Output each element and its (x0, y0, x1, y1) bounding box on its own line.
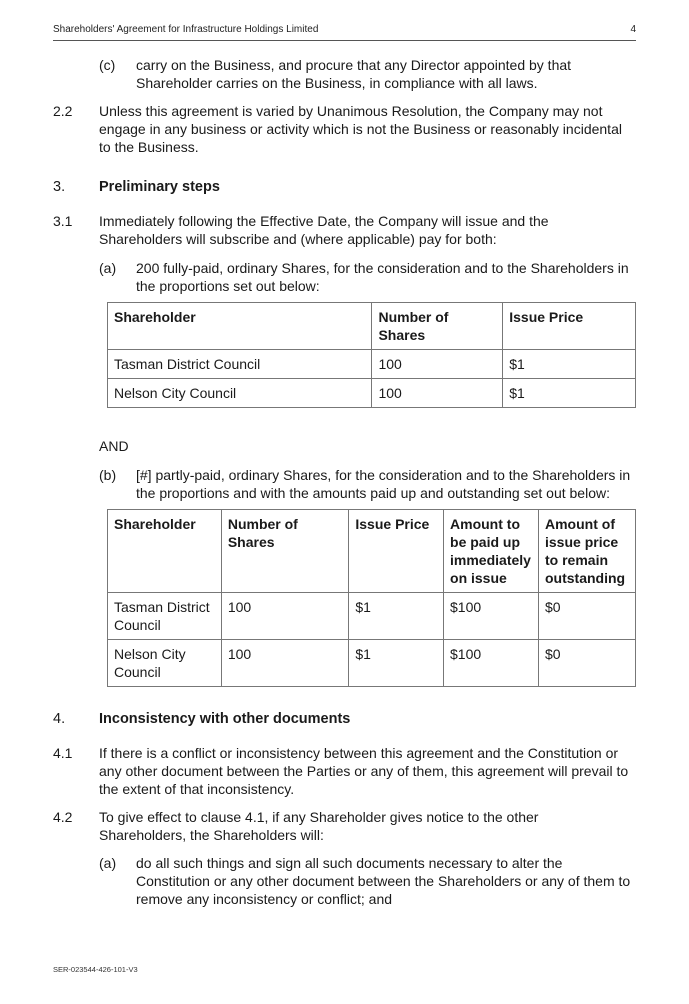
clause-3-1-b-text (136, 466, 630, 502)
clause-4-2-a-text (136, 854, 630, 908)
clause-number: (c) (99, 57, 116, 73)
partly-paid-shares-table (107, 509, 636, 687)
text-line: [#] partly-paid, ordinary Shares, for the consideration and to the Shareholders in (136, 467, 631, 483)
table-header-row (108, 303, 636, 350)
document-title: Shareholders' Agreement for Infrastructure Holdings Limited (53, 24, 319, 35)
table-cell: $1 (503, 379, 636, 408)
table-cell: $100 (444, 640, 539, 687)
text-line: Shareholders, the Shareholders will: (99, 827, 324, 843)
table-row (108, 640, 636, 687)
text-line: Immediately following the Effective Date, the Company will issue and the (99, 213, 549, 229)
table-row (108, 379, 636, 408)
section-heading: Preliminary steps (99, 179, 220, 195)
page-number: 4 (630, 24, 636, 35)
text-line: remove any inconsistency or conflict; and (136, 891, 393, 907)
column-header: Issue Price (503, 303, 636, 350)
fully-paid-shares-table (107, 302, 636, 408)
section-number: 3. (53, 179, 66, 195)
clause-4-1-text (99, 744, 628, 798)
table-cell: Nelson City Council (108, 640, 222, 687)
text-line: the proportions and with the amounts paid up and outstanding set out below: (136, 485, 610, 501)
column-header: Shareholder (108, 510, 222, 593)
column-header: Number of Shares (372, 303, 503, 350)
text-line: If there is a conflict or inconsistency between this agreement and the Constitution or (99, 745, 619, 761)
table-cell: $100 (444, 593, 539, 640)
clause-number: 4.2 (53, 809, 73, 825)
table-cell: $1 (349, 593, 444, 640)
section-heading: Inconsistency with other documents (99, 711, 351, 727)
column-header: Shareholder (108, 303, 372, 350)
table-cell: Nelson City Council (108, 379, 372, 408)
text-line: do all such things and sign all such documents necessary to alter the (136, 855, 563, 871)
table-cell: 100 (372, 379, 503, 408)
table-row (108, 350, 636, 379)
table-cell: 100 (372, 350, 503, 379)
column-header: Amount of issue price to remain outstanding (539, 510, 636, 593)
text-line: Unless this agreement is varied by Unanimous Resolution, the Company may not (99, 103, 603, 119)
text-line: 200 fully-paid, ordinary Shares, for the consideration and to the Shareholders in (136, 260, 629, 276)
text-line: engage in any business or activity which is not the Business or reasonably incidental (99, 121, 622, 137)
text-line: to the Business. (99, 139, 199, 155)
document-reference: SER-023544-426-101-V3 (53, 965, 138, 974)
column-header: Issue Price (349, 510, 444, 593)
text-line: the proportions set out below: (136, 278, 320, 294)
text-line: Shareholders will subscribe and (where applicable) pay for both: (99, 231, 497, 247)
clause-number: 3.1 (53, 213, 73, 229)
clause-number: (b) (99, 467, 117, 483)
column-header: Amount to be paid up immediately on issue (444, 510, 539, 593)
clause-2-2-text (99, 102, 622, 156)
text-line: To give effect to clause 4.1, if any Shareholder gives notice to the other (99, 809, 539, 825)
table-header-row (108, 510, 636, 593)
clause-3-1-text (99, 212, 549, 248)
table-cell: $1 (503, 350, 636, 379)
table-cell: 100 (221, 593, 349, 640)
clause-3-1-a-text (136, 259, 629, 295)
clause-number: 4.1 (53, 745, 73, 761)
table-cell: Tasman District Council (108, 593, 222, 640)
table-row (108, 593, 636, 640)
clause-2-1-c-text (136, 56, 571, 92)
page-header (53, 22, 636, 41)
and-conjunction: AND (99, 438, 129, 454)
text-line: Constitution or any other document between the Shareholders or any of them to (136, 873, 631, 889)
clause-4-2-text (99, 808, 538, 844)
text-line: any other document between the Parties or any of them, this agreement will prevail to (99, 763, 629, 779)
text-line: Shareholder carries on the Business, in compliance with all laws. (136, 75, 538, 91)
section-number: 4. (53, 711, 66, 727)
table-cell: Tasman District Council (108, 350, 372, 379)
table-cell: $1 (349, 640, 444, 687)
text-line: the extent of that inconsistency. (99, 781, 295, 797)
clause-number: 2.2 (53, 103, 73, 119)
clause-number: (a) (99, 855, 117, 871)
table-cell: $0 (539, 640, 636, 687)
column-header: Number of Shares (221, 510, 349, 593)
text-line: carry on the Business, and procure that any Director appointed by that (136, 57, 572, 73)
table-cell: 100 (221, 640, 349, 687)
clause-number: (a) (99, 260, 117, 276)
table-cell: $0 (539, 593, 636, 640)
